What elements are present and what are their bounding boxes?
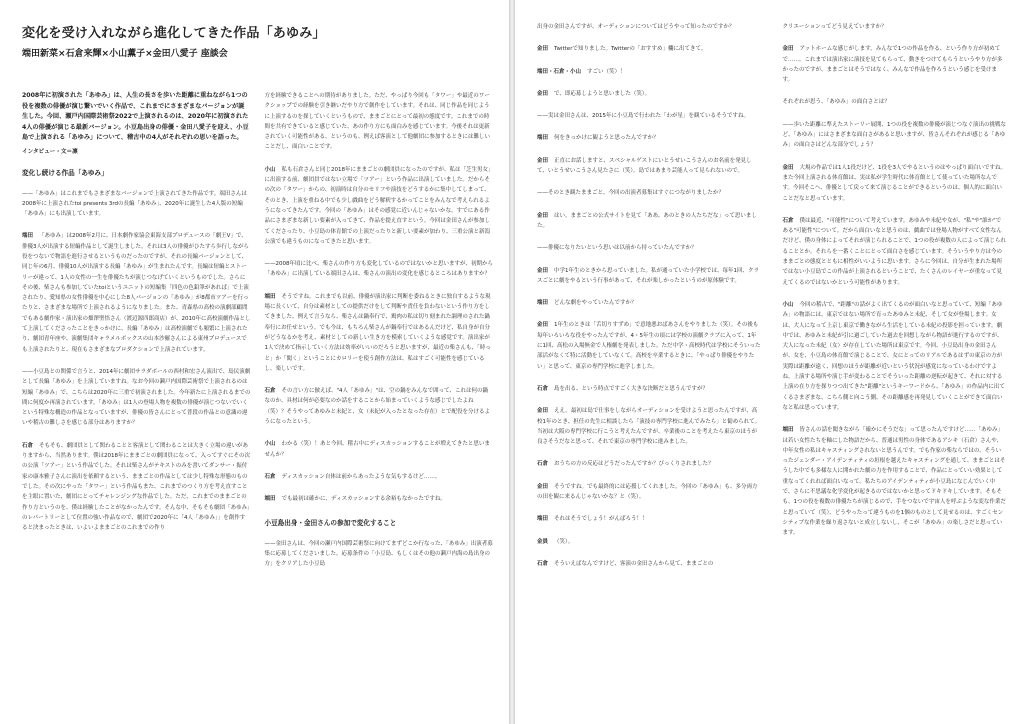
left-page-columns [22, 91, 493, 581]
speaker-name: 金田 [782, 164, 794, 171]
paragraph-text: ——歩いた距離に準えたストーリー展開、1つの役を複数の俳優が演じつなぐ演出の挑戦など、「あゆみ」にはさまざまな面白さがあると思いますが、皆さんそれぞれが感じる「あゆみ」の面白さはどんな部分でしょう？ [782, 121, 1007, 149]
paragraph-text: そうですね。でも最終的には応援してくれました。今回の「あゆみ」も、多分両方の田を観に来るんじゃないかな？と（笑）。 [537, 483, 758, 501]
paragraph-list [537, 22, 761, 569]
paragraph-text: ええ。最初は島で仕事をしながらオーディションを受けようと思ったんですが、高校1年のとき、担任の先生に相談したら「演技の専門学校に進んでみたら」と勧められて。当初は大阪の専門学校に行こうと考えたんですが、卒業後のことを考えたら東京のほうが良さそうだなと思って、それで東京の専門学校に進みました。 [537, 408, 761, 446]
article-paragraph [265, 386, 494, 427]
speaker-name: 端田 [264, 496, 276, 503]
paragraph-text: そうですね。これまでも以前、俳優が演出家に判断を委ねるときに独自するような現場に長くいて、自分は素材としての提供だけをして判断や責任を負わないという作り方をしてきました。例えて言うなら、柴さんは鍋奉行で、鶏肉の私は切り刻まれた調理のされた鍋奉行にお任せという。でも今は、もちろん柴さんが鍋奉行ではあるんだけど、私自身が自分がどうなるかを考え、素材としての新しい生き方を模索していくような感覚です。演出家が1人で決めて指示していく方法は効率がいいのだろうと思いますが、最近の柴さんも、「時っと」か「聞く」ということにカロリーを使う創作方法は、私はすごく可能性を感じているし、楽しいです。 [264, 293, 491, 372]
article-paragraph [783, 97, 1007, 107]
article-paragraph [265, 539, 494, 570]
article-paragraph [537, 111, 761, 121]
speaker-name: 端田 [537, 516, 549, 523]
article-subtitle: 端田新菜×石倉来輝×小山薫子×金田八愛子 座談会 [22, 49, 228, 59]
paragraph-text: そういえばなんですけど、客演の金田さんから見て、ままごとの [554, 560, 714, 567]
article-paragraph [265, 472, 494, 482]
article-paragraph [537, 266, 761, 287]
interview-credit: インタビュー・文＝凛 [22, 148, 78, 155]
speaker-name: 石倉 [22, 442, 34, 449]
paragraph-list [265, 539, 494, 570]
paragraph-text: はい。ままごとの公式サイトを見て「ああ、あのときの人たちだな」って思いました。 [537, 212, 757, 229]
paragraph-text: 今回の稽古で、"距離"の話がよく出てくるのが面白いなと思っていて、短編「あゆみ」の物語には、東京ではない場所で育ったあゆみと未紀、そして女が登場します。女は、大人になって上京し東京で働きながら生活をしている未紀の投影を担っています。劇中では、あゆみと未紀が引に過ごしていた過去を回想しながら物語が進行するのですが、大人になった未紀（女）が存在していた場所は東京です。今回、小豆島出身の金田さんが、女を、小豆島の体育館で演じることで、女にとってのリアルであるはずの東京の方が実際は距離が遠く、回想のほうが距離が近いという状況が感覚になっているわけですよね。上演する場所や演じ手が変わることでそういった距離の逆転が起きて、それに対する上演の在り方を探りつつ出てきた"距離"というキーワードから、「あゆみ」の作品内に出てくるさまざまな、こちら側と向こう側、その距離感を再発見していくことができて面白いなと私は思っています。 [782, 301, 1005, 411]
speaker-name: 金田 [537, 483, 549, 490]
speaker-name: 石倉 [537, 385, 549, 392]
article-paragraph [783, 163, 1007, 204]
paragraph-text: ——「あゆみ」はこれまでもさまざまなバージョンで上演されてきた作品です。端田さんは2008年に上演されたtoi presents 3rdの長編「あゆみ」、2020年に誕生した4人版の短編「あゆみ」にも出演しています。 [22, 190, 247, 218]
paragraph-text: 1年生のときは「舌切りすずめ」で意地悪おばあさんをやりました（笑）。その後も毎年いろいろな役をやったんですが、4・5年生の頃には学校の演劇クラブに入って、1年に1回、高松の入場無金で人権劇を発表しました。ただ中学・高校時代は学校にそういった部活がなくて特に活動をしていなくて。高校を卒業するときに、「やっぱり俳優をやりたい」と思って、東京の専門学校に進学しました。 [537, 322, 761, 370]
paragraph-text: 大規の作品では1人1役だけど、1役を3人でやるというのはやっぱり面白いですね。また今回上演される体育館は、実は私が学生時代に体育館として使っていた場所なんです。今回そこへ、俳優として戻って来て演じることができるというのは、個人的に面白いことだなと思っています。 [782, 164, 1007, 202]
article-paragraph [783, 425, 1007, 538]
speaker-name: 小山 [264, 441, 276, 448]
left-column-1 [22, 91, 251, 581]
paragraph-text: 正直にお話しますと、スペシャルゲストにいとうせいこうさんのお名前を発見して、いとうせいこうさん見たさに（笑）。島ではあまり芸能人って見られないので。 [537, 157, 752, 175]
paragraph-text: クリエーションってどう見えていますか？ [782, 24, 887, 30]
speaker-name: 金田 [782, 46, 794, 53]
paragraph-text: 中学1年生のときから思っていました。私が通っていた小学校では、毎年1回、クラスごとに劇をやるという行事があって、それが楽しかったというのが原体験です。 [537, 267, 760, 284]
article-paragraph [22, 189, 251, 220]
speaker-name: 端田 [782, 427, 794, 434]
paragraph-text: 島を出る、という時点ですごく大きな決断だと思うんですが？ [554, 385, 709, 392]
article-paragraph [783, 120, 1007, 151]
article-paragraph [537, 188, 761, 198]
paragraph-text: すごい（笑）！ [587, 68, 626, 75]
speaker-name: 小山 [264, 166, 276, 173]
paragraph-text: その言い方に倣えば、"4人「あゆみ」"は、空の鍋をみんなで囲って、これは何の鍋なのか、具材は何が必要なのか話をすることから始まっていくような感じでしたよね（笑）？そうやってあゆみと未紀と、女（未紀が入ったとなった存在）とで配役を分けるようになったという。 [264, 388, 491, 426]
speaker-name: 端田 [537, 135, 549, 142]
speaker-name: 金田 [537, 157, 549, 164]
paragraph-list [783, 22, 1007, 538]
left-column-2 [265, 91, 494, 581]
paragraph-text: おうちの方の反応はどうだったんですか？びっくりされました？ [554, 461, 714, 468]
article-paragraph [22, 441, 251, 534]
paragraph-text: ——金田さんは、今回の瀬戸内国際芸術祭に向けてまずどこか行なった、「あゆみ」出演者募集に応募してくださいました。応募条件の「小豆島、もしくはその他の瀬戸内海の島出身の方」をクリアした小豆島 [264, 540, 493, 568]
speaker-name: 小山 [782, 301, 794, 308]
paragraph-text: 何をきっかけに観ようと思ったんですか？ [554, 135, 659, 142]
speaker-name: 金田 [537, 90, 549, 97]
paragraph-text: 出身の金田さんですが、オーディションについてはどうやって知ったのですか？ [537, 24, 735, 30]
article-paragraph [537, 459, 761, 469]
article-paragraph [265, 292, 494, 374]
article-paragraph [537, 133, 761, 143]
article-paragraph [265, 494, 494, 504]
article-paragraph [537, 559, 761, 569]
paragraph-text: 「あゆみ」は2008年2月に、日本劇作家協会東海支部プロデュースの「劇王V」で、俳優3人が出演する短編作品として誕生しました。それは3人の俳優がひたすら歩行しながら役をつないで物語を進行させるというものだったのですが、それの長編バージョンとして、同じ年の6月、俳優10人が出演する長編「あゆみ」が生まれたんです。長編は短編とストーリーが違って、1人の女性の一生を俳優たちが演じつなげていくというものでした。さらにその後、柴さんも参加していたtoiというユニットの短編集「四色の色鉛筆があれば」で上演されたり、愛知県の女性俳優を中心にした8人バージョンの「あゆみ」が8都市ツアーを行ったりと、さまざまな場所で上演されるようになりました。また、青森県の高校の演劇部顧問でもある劇作家・演出家の畑澤聖悟さん（渡辺源四郎商店）が、2010年に高校演劇作品として上演してくださったことをきっかけに、長編「あゆみ」は高校演劇でも頻繁に上演されたり、劇団青年座や、演劇集団キャラメルボックスの山本沙羅さんによる東州プロデュースでも上演されたりと、現在もさまざまなプロダクションで上演されています。 [22, 233, 251, 353]
paragraph-text: それはそうでしょう！がんばろう！！ [554, 516, 648, 523]
paragraph-text: 僕は最近、"可能性"について考えています。あゆみや未紀や女が、"私"や"誰か"である"可能性"について。だから面白いなと思うのは、戯曲では登場人物がすべて女性なんだけど、僕の身体によってそれが演じられることで、1つの役が複数の人によって演じられることとか。それらを一番くことにとって面白さを感じています。そういうやり方は今のままごとの態度とともに相性がいいように思います。さらに今回は、自分が生まれた場所ではない小豆島でこの作品が上演されるということで、たくさんのレイヤーが重なって見えてくるのではないかという可能性があります。 [782, 217, 1006, 286]
article-paragraph [265, 91, 494, 153]
article-paragraph [537, 406, 761, 447]
paragraph-text: ——俳優になりたいという思いは以前から持っていたんですか？ [537, 245, 697, 252]
article-paragraph [265, 259, 494, 280]
right-column-2 [783, 22, 1007, 581]
speaker-name: 端田 [264, 293, 276, 300]
article-paragraph [537, 67, 761, 77]
speaker-name: 金田 [537, 322, 549, 329]
article-title: 変化を受け入れながら進化してきた作品「あゆみ」 [22, 26, 326, 41]
article-paragraph [537, 298, 761, 308]
article-paragraph [265, 439, 494, 460]
paragraph-text: 皆さんの話を聞きながら「確かにそうだな」って思ったんですけど……「あゆみ」は若い女性たちを軸にした物語だから、普通は男性の身体であるアシキ（石倉）さんや、中年女性の私はキャスティングされないと思うんです。でも作家の柴ならではの、そういったジェンダー・アイデンティティの垣根を越えたキャスティングを通して、ままごとはそうした中でも多様な人に開かれた劇の力を作用することで、作品にとっていい効果として重なってくれれば面白いなって。私たちのアイデンティティが小豆島になじんでいく中で、さらに不思議な化学変化が起きるのではないかと思ってドキドキしています。そもそも、1つの役を複数の俳優たちが演じるので、手をつないで宇宙人を呼ぶような変な作業だと思っていて（笑）、どうやったって違うものを1個のものとして見せるのは、すごくセンシティブな作業を繰り返さないと成立しないし、そこが「あゆみ」の楽しさだと思っています。 [782, 427, 1006, 537]
left-page [0, 0, 509, 724]
paragraph-text: どんな劇をやっていたんですか？ [554, 300, 637, 307]
right-column-1 [537, 22, 761, 581]
section-heading: 変化し続ける作品「あゆみ」 [22, 168, 108, 177]
paragraph-text: ——そのとき観たままごと、今回の出演者募集はすぐにつながりましたか？ [537, 190, 724, 197]
speaker-name: 石倉 [537, 461, 549, 468]
article-paragraph [537, 22, 761, 32]
article-paragraph [537, 243, 761, 253]
article-paragraph [537, 320, 761, 371]
article-paragraph [537, 211, 761, 232]
speaker-name: 端田 [22, 233, 34, 240]
paragraph-text: そもそも、劇団員として関わることと客演として関わることは大きく立場の違いがありますから、当然あります。僕は2018年にままごとの劇団員になって、入ってすぐにその次の公演「ツアー」という作品でした。それは柴さんがテキストのみを書いてダンサー・振付家の康本雅子さんに演出を依頼するという、ままごとの作品としては少し特殊な形態のものでした。その次にやった「タワー」という作品もまた、これまでのつくり方を考え直すことを主眼に置いた、劇団にとってチャレンジングな作品でした。ただ、これまでのままごとの作り方というのを、僕は経験したことがなかったんです。そんな中、そもそも劇団「あゆみ」のレパートリーとして位置の強い作品なので、劇団で2020年に「4人「あゆみ」」を創作すると決まったときは、いよいよままごとのこれまでの作り [22, 442, 250, 532]
section-heading: 小豆島出身・金田さんの参加で変化すること [264, 518, 397, 527]
speaker-name: 石倉 [782, 217, 794, 224]
speaker-name: 石倉 [537, 560, 549, 567]
speaker-name: 石倉 [264, 388, 276, 395]
article-paragraph [537, 482, 761, 503]
article-paragraph [22, 231, 251, 355]
speaker-name: 金員 [537, 538, 549, 545]
paragraph-text: ——2008年頃に比べ、柴さんの作り方も変化しているのではないかと思いますが、初期から「あゆみ」に出演している端田さんは、柴さんの演出の変化を感じるところはありますか？ [264, 261, 493, 278]
article-paragraph [783, 44, 1007, 85]
article-paragraph [537, 514, 761, 524]
paragraph-text: ディスカッション自体は前からあったような気もするけど……。 [281, 473, 441, 480]
article-paragraph [783, 300, 1007, 413]
paragraph-text: 私も石倉さんと同じ2018年にままごとの劇団員になったのですが、私は「芝生男女」に出演する前、劇団員ではない立場で「ツアー」という作品に出演していました。だからその次の「タワー」からの、初演時は自分のセリフや演技をどうするかに集中してしまって、そのとき、上演を重ねる中でも少し戯曲をどう解釈するかってことをみんなで考えられるようになってきたんです。今回の「あゆみ」はその感覚に近いんじゃないかな。すでにある作品にさまざまな新しい要素が入ってきて、作品を提え直すという。今回は金田さんが参加してくださったり、小豆島の体育館での上演だったりと新しい要素が加わり、三重公演と新潟公演でも違うものになってきたと思います。 [264, 166, 491, 245]
paragraph-list [22, 189, 251, 534]
speaker-name: 金田 [537, 46, 549, 53]
lead-paragraph: 2008年に初演された「あゆみ」は、人生の長さを歩いた距離に重ねながら1つの役を複数の俳優が演じ繋いでいく作品で、これまでにさまざまなバージョンが誕生した。今回、瀬戸内国際芸術祭2022で上演されるのは、2020年に初演された4人の俳優が演じる最新バージョン。小豆島出身の俳優・金田八愛子を迎え、小豆島で上演される「あゆみ」について、稽古中の4人がそれぞれの思いを語った。 [22, 92, 249, 141]
paragraph-text: わかる（笑）！あと今回、稽古中にディスカッションすることが増えてきたと思いませんか？ [264, 441, 490, 458]
article-paragraph [22, 367, 251, 429]
speaker-name: 端田・石倉・小山 [537, 68, 582, 75]
paragraph-text: で、即応募しようと思いました（笑）。 [554, 90, 651, 97]
paragraph-text: ——実は金田さんは、2015年に小豆島で行われた「わが星」を観ているそうですね。 [537, 113, 749, 120]
article-paragraph [537, 384, 761, 394]
paragraph-text: でも最初は確かに、ディスカッションする余裕もなかったですね。 [281, 496, 446, 503]
paragraph-list [265, 91, 494, 505]
article-paragraph [265, 165, 494, 247]
right-page [515, 0, 1024, 724]
speaker-name: 石倉 [264, 473, 276, 480]
article-paragraph [537, 44, 761, 54]
article-paragraph [783, 216, 1007, 288]
paragraph-text: それぞれが思う、「あゆみ」の面白さとは？ [782, 99, 890, 106]
article-paragraph [783, 22, 1007, 32]
paragraph-text: ——小豆島との関係で言うと、2014年に劇団サラダボールの西村和宏さん演出で、島民演劇として長編「あゆみ」を上演していますね。なお今回の瀬戸内国際芸術祭で上演されるのは短編「あゆみ」で、こちらは2020年に三重で初演されました。今年新たに上演されるまでの間に何度か再演されています。「あゆみ」は1人の登場人物を複数の俳優が演じつないでいくという特殊な構造の作品となっていますが、俳優の皆さんにとって普段の作品との意識の違いや稽古の難しさを感じる部分はありますか？ [22, 368, 251, 427]
paragraph-text: アットホームな感じがします。みんなで1つの作品を作る、という作り方が初めてで……。これまでは演出家に演技を見てもらって、動きをつけてもらうというやり方が多かったのですが、ままごとはそうではなく、みんなで作品を作ろうという感じを受けます。 [782, 46, 1003, 84]
article-paragraph [537, 89, 761, 99]
speaker-name: 金田 [537, 408, 549, 415]
paragraph-text: （笑）。 [554, 538, 574, 545]
article-paragraph [537, 156, 761, 177]
speaker-name: 金田 [537, 212, 549, 219]
speaker-name: 端田 [537, 300, 549, 307]
paragraph-text: 方を経験できることへの期待がありました。ただ、やっぱり今回も「タワー」や最近のワークショップでの経験を引き継いだやり方で創作をしています。それは、同じ作品を同じように上演するのを探していくというもので、ままごとにとって最初の態度です。これまでの時間を共有できていると感じていた、あの作り方にも面白みを感じています。今後それは更新されていく可能性がある、というのも、例えば客演として他劇団に参加するときには難しいことだし、面白いことです。 [264, 93, 491, 151]
paragraph-text: Twitterで知りました。Twitterの「おすすめ」欄に出てきて。 [554, 46, 707, 53]
right-page-columns [537, 22, 1006, 581]
speaker-name: 金田 [537, 267, 549, 274]
article-paragraph [537, 537, 761, 547]
